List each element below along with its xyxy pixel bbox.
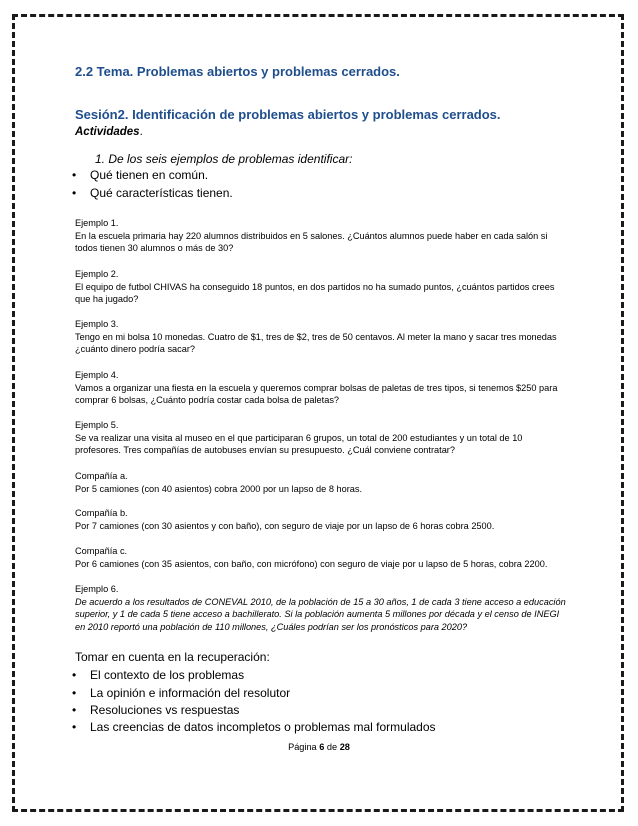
- example-line: superior, y 1 de cada 5 tiene acceso a bachillerato. Si la población aumenta 5 millones por década y el censo de INEGI: [75, 609, 560, 620]
- example-line: Se va realizar una visita al museo en el que participaran 6 grupos, un total de 200 estudiantes y un total de 10: [75, 432, 523, 443]
- example-block: [75, 268, 554, 306]
- company-label: Compañía a.: [75, 471, 128, 481]
- example-line: comprar 6 bolsas, ¿Cuánto podría costar cada bolsa de paletas?: [75, 395, 340, 406]
- example-line: que ha jugado?: [75, 294, 139, 305]
- example-label: Ejemplo 6.: [75, 584, 119, 594]
- company-line: Por 7 camiones (con 30 asientos y con baño), con seguro de viaje por un lapso de 6 horas cobra 2500.: [75, 520, 495, 531]
- footer-total-pages: 28: [339, 742, 350, 752]
- company-block: [75, 545, 547, 570]
- page-footer: [0, 742, 638, 752]
- section-title: 2.2 Tema. Problemas abiertos y problemas cerrados.: [75, 64, 400, 79]
- example-line: Tengo en mi bolsa 10 monedas. Cuatro de $1, tres de $2, tres de 50 centavos. Al meter la mano y sacar tres monedas: [75, 331, 557, 342]
- question-text: Qué características tienen.: [90, 186, 233, 200]
- example-block: [75, 419, 522, 457]
- example-line: todos tienen 30 alumnos o más de 30?: [75, 243, 234, 254]
- question-item: [72, 186, 233, 200]
- example-label: Ejemplo 1.: [75, 218, 119, 228]
- activities-suffix: .: [139, 126, 143, 138]
- example-block: [75, 318, 557, 356]
- question-text: Qué tienen en común.: [90, 168, 209, 182]
- recovery-item: [72, 703, 239, 717]
- company-block: [75, 470, 362, 495]
- bullet-icon: •: [72, 186, 77, 200]
- bullet-icon: •: [72, 686, 77, 700]
- example-label: Ejemplo 3.: [75, 319, 119, 329]
- recovery-text: Resoluciones vs respuestas: [90, 703, 240, 717]
- example-line: En la escuela primaria hay 220 alumnos distribuidos en 5 salones. ¿Cuántos alumnos puede haber en cada salón si: [75, 230, 548, 241]
- bullet-icon: •: [72, 168, 77, 182]
- example-block: [75, 583, 566, 634]
- footer-page-number: 6: [319, 742, 325, 752]
- bullet-icon: •: [72, 703, 77, 717]
- question-item: [72, 168, 208, 182]
- example-line: El equipo de futbol CHIVAS ha conseguido 18 puntos, en dos partidos no ha sumado puntos, ¿cuántos partidos crees: [75, 281, 555, 292]
- company-line: Por 6 camiones (con 35 asientos, con baño, con micrófono) con seguro de viaje por u lapso de 5 horas, cobra 2200.: [75, 558, 548, 569]
- example-line: profesores. Tres compañías de autobuses envían su presupuesto. ¿Cuál conviene contratar?: [75, 445, 455, 456]
- example-line: De acuerdo a los resultados de CONEVAL 2010, de la población de 15 a 30 años, 1 de cada 3 tiene acceso a educación: [75, 596, 566, 607]
- recovery-title: Tomar en cuenta en la recuperación:: [75, 650, 270, 664]
- example-label: Ejemplo 4.: [75, 370, 119, 380]
- example-block: [75, 217, 547, 255]
- example-line: en 2010 reportó una población de 110 millones, ¿Cuáles podrían ser los pronósticos para 2020?: [75, 622, 468, 633]
- company-block: [75, 507, 494, 532]
- activities-heading: [75, 126, 143, 138]
- recovery-text: La opinión e información del resolutor: [90, 686, 291, 700]
- footer-middle: de: [324, 742, 340, 752]
- example-block: [75, 369, 557, 407]
- recovery-text: El contexto de los problemas: [90, 668, 245, 682]
- company-line: Por 5 camiones (con 40 asientos) cobra 2000 por un lapso de 8 horas.: [75, 483, 363, 494]
- recovery-item: [72, 668, 244, 682]
- activities-label: Actividades: [75, 126, 140, 138]
- bullet-icon: •: [72, 720, 77, 734]
- recovery-item: [72, 686, 290, 700]
- company-label: Compañía b.: [75, 508, 128, 518]
- example-label: Ejemplo 5.: [75, 420, 119, 430]
- session-title: Sesión2. Identificación de problemas abiertos y problemas cerrados.: [75, 107, 501, 122]
- example-label: Ejemplo 2.: [75, 269, 119, 279]
- instruction-line: 1. De los seis ejemplos de problemas identificar:: [95, 152, 353, 166]
- recovery-item: [72, 720, 436, 734]
- example-line: ¿cuánto dinero podría sacar?: [75, 344, 196, 355]
- bullet-icon: •: [72, 668, 77, 682]
- company-label: Compañía c.: [75, 546, 128, 556]
- example-line: Vamos a organizar una fiesta en la escuela y queremos comprar bolsas de paletas de tres tipos, si tenemos $250 para: [75, 382, 558, 393]
- recovery-text: Las creencias de datos incompletos o problemas mal formulados: [90, 720, 436, 734]
- footer-prefix: Página: [288, 742, 320, 752]
